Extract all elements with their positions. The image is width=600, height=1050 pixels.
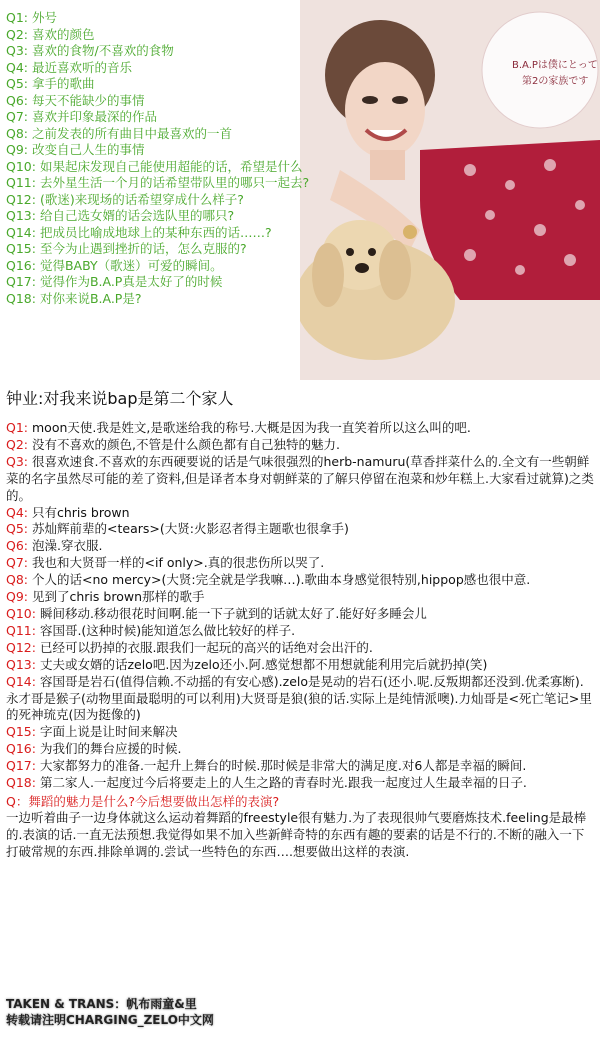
question-item — [6, 10, 346, 27]
answer-item — [6, 420, 596, 437]
answer-number: Q11: — [6, 622, 36, 638]
question-text: 改变自己人生的事情 — [32, 142, 145, 157]
answer-item — [6, 606, 596, 623]
footer-repost-note: 转载请注明CHARGING_ZELO中文网 — [6, 1013, 214, 1027]
question-number: Q2: — [6, 26, 29, 42]
answer-item — [6, 674, 596, 725]
answer-text: 容国哥.(这种时候)能知道怎么做比较好的样子. — [39, 622, 296, 638]
question-text: 如果起床发现自己能使用超能的话，希望是什么 — [39, 158, 303, 174]
answer-text: 容国哥是岩石(值得信赖.不动摇的有安心感).zelo是晃动的岩石(还小.呢.反叛期都还没到.优柔寡断).永才哥是猴子(动物里面最聪明的可以利用)大贤哥是狼(狼的话.实际上是纯情派噢).力灿哥是<死亡笔记>里的死神琉克(因为挺像的) — [6, 673, 592, 723]
answer-text: 已经可以扔掉的衣服.跟我们一起玩的高兴的话绝对会出汗的. — [39, 639, 373, 655]
answer-item — [6, 572, 596, 589]
answer-item — [6, 623, 596, 640]
answer-item — [6, 657, 596, 674]
question-text: 拿手的歌曲 — [32, 76, 95, 91]
question-number: Q1: — [6, 10, 29, 25]
answer-item — [6, 454, 596, 505]
answer-number: Q9: — [6, 589, 29, 605]
question-item — [6, 291, 346, 308]
question-text: 喜欢的颜色 — [32, 26, 95, 42]
question-number: Q13: — [6, 208, 36, 223]
question-item — [6, 159, 346, 176]
question-item — [6, 192, 346, 209]
question-item — [6, 241, 346, 258]
answer-list — [6, 420, 596, 861]
question-item — [6, 109, 346, 126]
question-item — [6, 225, 346, 242]
answer-number: Q2: — [6, 436, 29, 452]
question-item — [6, 126, 346, 143]
question-number: Q15: — [6, 241, 36, 256]
answer-text: 苏灿辉前辈的<tears>(大贤:火影忍者得主题歌也很拿手) — [32, 521, 349, 537]
answer-text: 为我们的舞台应援的时候. — [39, 741, 182, 757]
answer-text: 个人的话<no mercy>(大贤:完全就是学我嘛…).歌曲本身感觉很特别,hippop感也很中意. — [32, 572, 531, 588]
question-number: Q18: — [6, 290, 36, 306]
question-text: 喜欢并印象最深的作品 — [32, 109, 158, 124]
answer-item — [6, 437, 596, 454]
bonus-question: Q：舞蹈的魅力是什么?今后想要做出怎样的表演? — [6, 793, 280, 809]
question-text: (歌迷)来现场的话希望穿成什么样子? — [39, 191, 244, 207]
answer-text: 字面上说是让时间来解决 — [39, 724, 178, 740]
bonus-answer: 一边听着曲子一边身体就这么运动着舞蹈的freestyle很有魅力.为了表现很帅气要磨炼技术.feeling是最棒的.表演的话.一直无法预想.我觉得如果不加入些新鲜奇特的东西有趣的要素的话是不行的.不断的融入一下打破常规的东西.排除单调的.尝试一些特色的东西….想要做出这样的表演. — [6, 809, 587, 859]
question-item — [6, 175, 346, 192]
question-text: 对你来说B.A.P是? — [39, 290, 142, 306]
answer-item — [6, 589, 596, 606]
answer-text: 只有chris brown — [32, 504, 130, 520]
question-number: Q12: — [6, 191, 36, 207]
question-item — [6, 258, 346, 275]
answer-number: Q8: — [6, 572, 29, 588]
answer-text: 瞬间移动.移动很花时间啊.能一下子就到的话就太好了.能好好多睡会儿 — [39, 605, 427, 621]
answer-item — [6, 505, 596, 522]
answer-number: Q17: — [6, 758, 36, 774]
answer-number: Q1: — [6, 420, 29, 435]
question-text: 觉得BABY（歌迷）可爱的瞬间。 — [39, 257, 223, 273]
photo-caption-line-1: B.A.Pは僕にとって — [512, 60, 598, 71]
answer-text: 第二家人.一起度过今后将要走上的人生之路的青春时光.跟我一起度过人生最幸福的日子. — [39, 775, 527, 791]
answer-item — [6, 555, 596, 572]
answer-item — [6, 758, 596, 775]
question-item — [6, 142, 346, 159]
answer-number: Q6: — [6, 538, 29, 554]
question-number: Q16: — [6, 257, 36, 273]
question-number: Q6: — [6, 92, 29, 108]
answer-number: Q15: — [6, 724, 36, 740]
answer-number: Q3: — [6, 453, 29, 469]
question-text: 外号 — [32, 10, 58, 25]
answer-number: Q13: — [6, 656, 36, 672]
question-item — [6, 274, 346, 291]
answer-text: 大家都努力的准备.一起升上舞台的时候.那时候是非常大的满足度.对6人都是幸福的瞬间. — [39, 758, 527, 774]
question-number: Q9: — [6, 142, 29, 157]
answer-text: 没有不喜欢的颜色,不管是什么颜色都有自己独特的魅力. — [32, 436, 340, 452]
answer-number: Q4: — [6, 504, 29, 520]
answer-number: Q18: — [6, 775, 36, 791]
answer-text: 很喜欢速食.不喜欢的东西硬要说的话是气味很强烈的herb-namuru(草香拌菜什么的.全文有一些朝鲜菜的名字虽然尽可能的差了资料,但是译者本身对朝鲜菜的了解只停留在泡菜和炒年糕上.大家看过就算)之类的。 — [6, 453, 594, 503]
question-item — [6, 27, 346, 44]
question-number: Q11: — [6, 175, 36, 190]
answer-number: Q7: — [6, 555, 29, 571]
answer-number: Q10: — [6, 605, 36, 621]
answer-item — [6, 775, 596, 792]
photo-caption-line-2: 第2の家族です — [522, 76, 589, 87]
question-item — [6, 208, 346, 225]
question-number: Q7: — [6, 109, 29, 124]
answer-number: Q12: — [6, 639, 36, 655]
question-item — [6, 60, 346, 77]
answer-number: Q14: — [6, 673, 36, 689]
answer-text: 泡澡.穿衣服. — [32, 538, 103, 554]
answer-item — [6, 724, 596, 741]
answer-text: moon天使.我是姓文,是歌迷给我的称号.大概是因为我一直笑着所以这么叫的吧. — [32, 420, 471, 435]
question-number: Q10: — [6, 158, 36, 174]
footer-credit: TAKEN & TRANS：帆布雨童&里 — [6, 997, 197, 1011]
answer-number: Q16: — [6, 741, 36, 757]
answer-text: 见到了chris brown那样的歌手 — [32, 589, 205, 605]
answer-text: 丈夫或女婿的话zelo吧.因为zelo还小.阿.感觉想都不用想就能利用完后就扔掉(笑) — [39, 656, 488, 672]
answer-item — [6, 741, 596, 758]
answer-item — [6, 521, 596, 538]
question-text: 去外星生活一个月的话希望带队里的哪只一起去? — [39, 175, 310, 190]
question-text: 喜欢的食物/不喜欢的食物 — [32, 43, 174, 58]
question-text: 每天不能缺少的事情 — [32, 92, 145, 108]
question-item — [6, 43, 346, 60]
question-number: Q17: — [6, 274, 36, 289]
footer — [6, 996, 426, 1028]
answer-text: 我也和大贤哥一样的<if only>.真的很悲伤所以哭了. — [32, 555, 325, 571]
question-text: 觉得作为B.A.P真是太好了的时候 — [39, 274, 223, 289]
question-list — [6, 10, 346, 307]
question-text: 之前发表的所有曲目中最喜欢的一首 — [32, 125, 233, 141]
question-text: 至今为止遇到挫折的话，怎么克服的? — [39, 241, 247, 256]
page-title: 钟业:对我来说bap是第二个家人 — [6, 389, 234, 408]
answer-item — [6, 538, 596, 555]
question-number: Q8: — [6, 125, 29, 141]
question-number: Q5: — [6, 76, 29, 91]
question-number: Q14: — [6, 224, 36, 240]
question-text: 最近喜欢听的音乐 — [32, 59, 133, 75]
question-item — [6, 76, 346, 93]
question-number: Q4: — [6, 59, 29, 75]
question-text: 给自己选女婿的话会选队里的哪只? — [39, 208, 235, 223]
answer-number: Q5: — [6, 521, 29, 537]
question-number: Q3: — [6, 43, 29, 58]
question-text: 把成员比喻成地球上的某种东西的话……? — [39, 224, 272, 240]
question-item — [6, 93, 346, 110]
answer-item — [6, 640, 596, 657]
